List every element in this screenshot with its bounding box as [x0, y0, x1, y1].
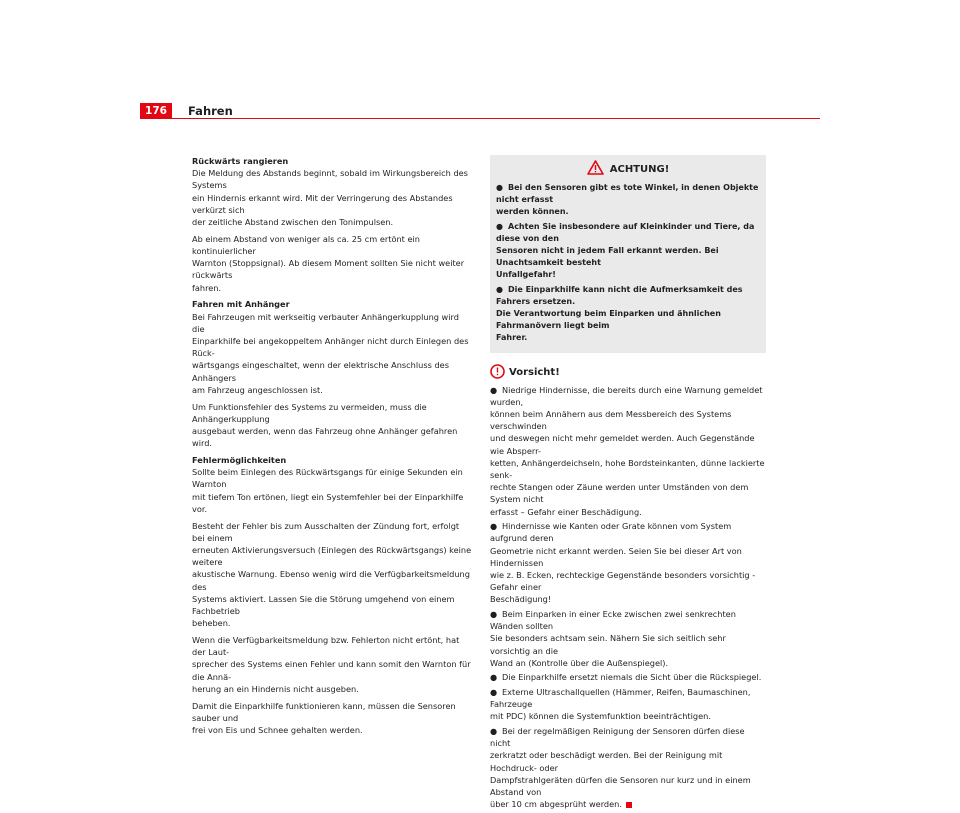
text-line: und deswegen nicht mehr gemeldet werden. Auch Gegenstände wie Absperr- — [490, 433, 755, 456]
paragraph — [192, 233, 472, 294]
warning-triangle-icon — [587, 160, 604, 179]
list-item — [490, 686, 766, 723]
text-line: Wenn die Verfügbarkeitsmeldung bzw. Fehlerton nicht ertönt, hat der Laut- — [192, 635, 460, 658]
text-line: über 10 cm abgesprüht werden. — [490, 799, 622, 810]
left-column — [192, 155, 472, 741]
text-line: erfasst – Gefahr einer Beschädigung. — [490, 506, 642, 517]
text-line: Wand an (Kontrolle über die Außenspiegel). — [490, 657, 669, 668]
paragraph — [192, 466, 472, 515]
paragraph — [192, 700, 472, 737]
text-line: Einparkhilfe bei angekoppeltem Anhänger nicht durch Einlegen des Rück- — [192, 336, 469, 359]
text-line: ausgebaut werden, wenn das Fahrzeug ohne Anhänger gefahren wird. — [192, 426, 458, 449]
header-rule — [172, 118, 820, 119]
list-item — [490, 608, 766, 669]
text-line: fahren. — [192, 282, 222, 293]
text-line: Die Einparkhilfe kann nicht die Aufmerksamkeit des Fahrers ersetzen. — [496, 284, 743, 306]
caution-section — [490, 365, 766, 811]
text-line: beheben. — [192, 618, 231, 629]
warning-box — [490, 155, 766, 353]
warning-list — [496, 182, 760, 345]
list-item — [490, 725, 766, 810]
text-line: Externe Ultraschallquellen (Hämmer, Reifen, Baumaschinen, Fahrzeuge — [490, 687, 751, 710]
page-number: 176 — [140, 103, 172, 119]
text-line: Sollte beim Einlegen des Rückwärtsgangs für einige Sekunden ein Warnton — [192, 467, 463, 490]
text-line: frei von Eis und Schnee gehalten werden. — [192, 725, 363, 736]
text-line: erneuten Aktivierungsversuch (Einlegen des Rückwärtsgangs) keine weitere — [192, 545, 472, 568]
text-line: Bei der regelmäßigen Reinigung der Sensoren dürfen diese nicht — [490, 726, 745, 749]
text-line: ketten, Anhängerdeichseln, hohe Bordsteinkanten, dünne lackierte senk- — [490, 457, 765, 481]
list-item — [496, 284, 760, 345]
text-line: Dampfstrahlgeräten dürfen die Sensoren nur kurz und in einem Abstand von — [490, 774, 751, 798]
bullet-icon: ● — [490, 384, 498, 395]
text-line: akustische Warnung. Ebenso wenig wird die Verfügbarkeitsmeldung des — [192, 569, 470, 592]
text-line: Niedrige Hindernisse, die bereits durch eine Warnung gemeldet wurden, — [490, 384, 763, 407]
list-item — [496, 182, 760, 219]
text-line: Die Einparkhilfe ersetzt niemals die Sicht über die Rückspiegel. — [502, 672, 762, 683]
text-line: Die Verantwortung beim Einparken und ähnlichen Fahrmanövern liegt beim — [496, 309, 721, 331]
list-item — [496, 221, 760, 282]
section-heading-reversing: Rückwärts rangieren — [192, 156, 289, 166]
paragraph — [192, 401, 472, 450]
bullet-icon: ● — [496, 183, 503, 192]
text-line: Fahrer. — [496, 333, 528, 343]
bullet-icon: ● — [490, 521, 498, 532]
section-heading-trailer: Fahren mit Anhänger — [192, 299, 290, 310]
text-line: zerkratzt oder beschädigt werden. Bei der Reinigung mit Hochdruck- oder — [490, 750, 723, 773]
bullet-icon: ● — [496, 284, 503, 294]
caution-list — [490, 384, 766, 811]
text-line: sprecher des Systems einen Fehler und kann somit den Warnton für die Annä- — [192, 659, 471, 682]
text-line: Achten Sie insbesondere auf Kleinkinder und Tiere, da diese von den — [496, 221, 755, 243]
text-line: mit PDC) können die Systemfunktion beeinträchtigen. — [490, 711, 711, 722]
right-column — [490, 155, 766, 813]
text-line: Damit die Einparkhilfe funktionieren kann, müssen die Sensoren sauber und — [192, 700, 456, 723]
bullet-icon: ● — [490, 726, 498, 737]
text-line: Bei Fahrzeugen mit werkseitig verbauter Anhängerkupplung wird die — [192, 311, 459, 334]
list-item — [490, 384, 766, 518]
text-line: Geometrie nicht erkannt werden. Seien Sie bei dieser Art von Hindernissen — [490, 545, 742, 568]
text-line: Beim Einparken in einer Ecke zwischen zwei senkrechten Wänden sollten — [490, 609, 736, 632]
end-of-section-mark — [626, 802, 632, 808]
exclamation-circle-icon — [490, 364, 505, 382]
text-line: Beschädigung! — [490, 594, 552, 605]
text-line: Unfallgefahr! — [496, 270, 556, 280]
text-line: wie z. B. Ecken, rechteckige Gegenstände besonders vorsichtig - Gefahr einer — [490, 570, 756, 593]
list-item — [490, 520, 766, 605]
warning-header — [496, 162, 760, 178]
text-line: können beim Annähern aus dem Messbereich des Systems verschwinden — [490, 409, 732, 432]
warning-title: ACHTUNG! — [609, 163, 670, 175]
text-line: am Fahrzeug angeschlossen ist. — [192, 384, 323, 395]
chapter-title: Fahren — [188, 104, 233, 118]
text-line: Um Funktionsfehler des Systems zu vermeiden, muss die Anhängerkupplung — [192, 401, 427, 424]
text-line: Besteht der Fehler bis zum Ausschalten der Zündung fort, erfolgt bei einem — [192, 520, 460, 543]
text-line: Ab einem Abstand von weniger als ca. 25 cm ertönt ein kontinuierlicher — [192, 233, 420, 257]
paragraph — [192, 167, 472, 228]
text-line: Die Meldung des Abstands beginnt, sobald im Wirkungsbereich des Systems — [192, 168, 468, 191]
text-line: Hindernisse wie Kanten oder Grate können vom System aufgrund deren — [490, 521, 732, 544]
bullet-icon: ● — [496, 221, 503, 231]
paragraph — [192, 634, 472, 695]
caution-title: Vorsicht! — [509, 366, 560, 378]
paragraph — [192, 311, 472, 396]
text-line: werden können. — [496, 207, 569, 217]
text-line: wärtsgangs eingeschaltet, wenn der elektrische Anschluss des Anhängers — [192, 360, 449, 383]
section-heading-faults: Fehlermöglichkeiten — [192, 455, 287, 466]
text-line: Systems aktiviert. Lassen Sie die Störung umgehend von einem Fachbetrieb — [192, 593, 455, 617]
text-line: ein Hindernis erkannt wird. Mit der Verringerung des Abstandes verkürzt sich — [192, 192, 453, 215]
text-line: Bei den Sensoren gibt es tote Winkel, in denen Objekte nicht erfasst — [496, 183, 759, 205]
bullet-icon: ● — [490, 609, 498, 620]
caution-header — [490, 365, 766, 381]
bullet-icon: ● — [490, 672, 498, 683]
page-header — [140, 103, 820, 119]
text-line: Sensoren nicht in jedem Fall erkannt werden. Bei Unachtsamkeit besteht — [496, 246, 719, 268]
text-line: rechte Stangen oder Zäune werden unter Umständen von dem System nicht — [490, 482, 749, 505]
text-line: der zeitliche Abstand zwischen den Tonimpulsen. — [192, 217, 394, 228]
text-line: Sie besonders achtsam sein. Nähern Sie sich seitlich sehr vorsichtig an die — [490, 633, 726, 656]
text-line: mit tiefem Ton ertönen, liegt ein Systemfehler bei der Einparkhilfe vor. — [192, 491, 464, 514]
text-line: herung an ein Hindernis nicht ausgeben. — [192, 683, 359, 694]
bullet-icon: ● — [490, 687, 498, 698]
paragraph — [192, 520, 472, 630]
text-line: Warnton (Stoppsignal). Ab diesem Moment sollten Sie nicht weiter rückwärts — [192, 258, 465, 281]
